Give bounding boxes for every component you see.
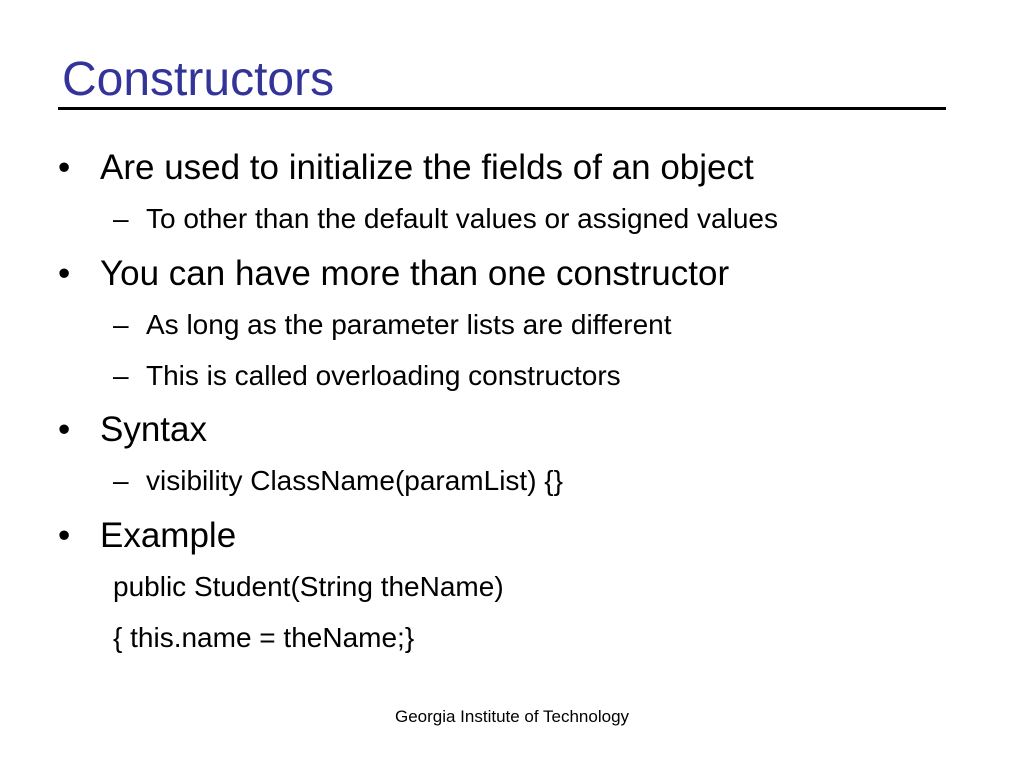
code-line: public Student(String theName) <box>113 571 504 602</box>
dash-marker: – <box>113 465 129 496</box>
dash-marker: – <box>113 309 129 340</box>
dash-marker: – <box>113 360 129 391</box>
slide-title: Constructors <box>62 53 335 106</box>
bullet-marker: • <box>58 254 71 293</box>
bullet-text: Example <box>100 516 237 555</box>
bullet-text: Syntax <box>100 410 207 449</box>
bullet-marker: • <box>58 148 71 187</box>
title-underline <box>58 107 946 110</box>
slide-footer <box>0 706 1024 728</box>
sub-bullet-text: To other than the default values or assigned values <box>146 203 778 234</box>
bullet-text: You can have more than one constructor <box>100 254 730 293</box>
dash-marker: – <box>113 203 129 234</box>
bullet-marker: • <box>58 410 71 449</box>
bullet-text: Are used to initialize the fields of an object <box>100 148 754 187</box>
sub-bullet-text: visibility ClassName(paramList) {} <box>146 465 564 496</box>
footer-text: Georgia Institute of Technology <box>394 707 630 726</box>
bullet-marker: • <box>58 516 71 555</box>
sub-bullet-text: As long as the parameter lists are different <box>146 309 672 340</box>
sub-bullet-text: This is called overloading constructors <box>146 360 621 391</box>
code-line: { this.name = theName;} <box>113 622 415 653</box>
